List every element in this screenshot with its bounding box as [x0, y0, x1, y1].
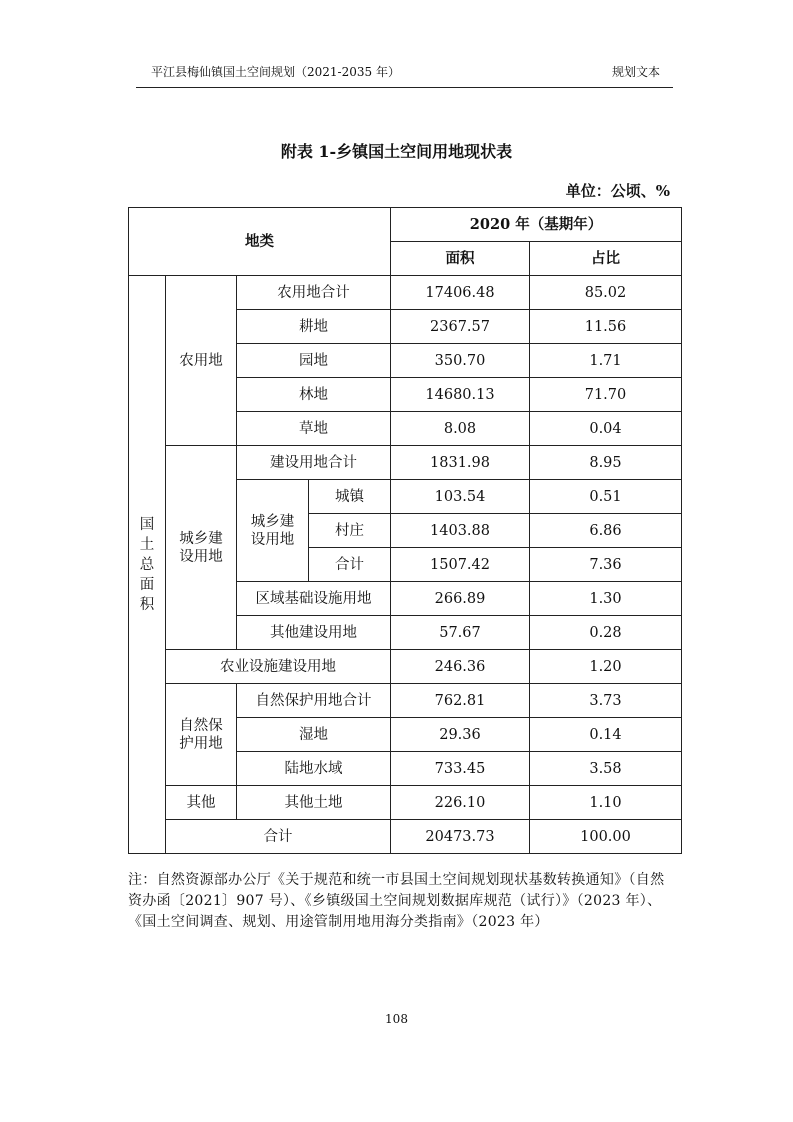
row-name: 其他建设用地	[237, 616, 391, 650]
group-agri: 农用地	[166, 276, 237, 446]
header-divider	[136, 87, 673, 88]
total-area-vertical-label	[129, 515, 165, 615]
vertical-char: 积	[139, 596, 155, 613]
table-row	[129, 276, 682, 310]
row-area: 266.89	[391, 582, 530, 616]
row-name: 农用地合计	[237, 276, 391, 310]
row-name: 建设用地合计	[237, 446, 391, 480]
row-area: 1831.98	[391, 446, 530, 480]
urban-rural-label: 城乡建设用地	[250, 513, 295, 548]
row-area: 8.08	[391, 412, 530, 446]
row-name: 其他土地	[237, 786, 391, 820]
row-name: 城镇	[309, 480, 391, 514]
group-other: 其他	[166, 786, 237, 820]
row-area: 762.81	[391, 684, 530, 718]
row-name: 湿地	[237, 718, 391, 752]
nature-group-label: 自然保护用地	[179, 717, 223, 752]
table-row	[129, 786, 682, 820]
row-area: 1403.88	[391, 514, 530, 548]
row-area: 2367.57	[391, 310, 530, 344]
row-area: 733.45	[391, 752, 530, 786]
row-name: 草地	[237, 412, 391, 446]
header-ratio: 占比	[530, 242, 682, 276]
page-number: 108	[385, 1012, 408, 1026]
land-use-table	[128, 207, 682, 854]
row-ratio: 0.28	[530, 616, 682, 650]
row-name: 陆地水域	[237, 752, 391, 786]
table-row	[129, 650, 682, 684]
row-area: 29.36	[391, 718, 530, 752]
unit-label: 单位：公顷、%	[565, 182, 670, 200]
row-name: 合计	[166, 820, 391, 854]
table-row	[129, 446, 682, 480]
row-area: 57.67	[391, 616, 530, 650]
header-base-year: 2020 年（基期年）	[391, 208, 682, 242]
row-ratio: 1.30	[530, 582, 682, 616]
row-name: 农业设施建设用地	[166, 650, 391, 684]
table-title: 附表 1-乡镇国土空间用地现状表	[280, 142, 513, 161]
header-document-title: 平江县梅仙镇国土空间规划（2021-2035 年）	[151, 65, 400, 79]
row-ratio: 1.10	[530, 786, 682, 820]
row-ratio: 3.58	[530, 752, 682, 786]
header-land-type: 地类	[129, 208, 391, 276]
row-name: 园地	[237, 344, 391, 378]
group-total-area	[129, 276, 166, 854]
row-area: 103.54	[391, 480, 530, 514]
table-header-row	[129, 208, 682, 242]
row-ratio: 0.14	[530, 718, 682, 752]
vertical-char: 土	[139, 536, 155, 553]
row-ratio: 0.51	[530, 480, 682, 514]
row-area: 14680.13	[391, 378, 530, 412]
row-ratio: 1.71	[530, 344, 682, 378]
header-section-label: 规划文本	[612, 65, 661, 79]
construction-group-label: 城乡建设用地	[179, 530, 223, 565]
row-area: 17406.48	[391, 276, 530, 310]
row-ratio: 11.56	[530, 310, 682, 344]
group-construction	[166, 446, 237, 650]
vertical-char: 国	[139, 516, 155, 533]
row-area: 1507.42	[391, 548, 530, 582]
row-area: 20473.73	[391, 820, 530, 854]
row-name: 村庄	[309, 514, 391, 548]
row-ratio: 7.36	[530, 548, 682, 582]
vertical-char: 面	[139, 576, 155, 593]
row-name: 区域基础设施用地	[237, 582, 391, 616]
row-ratio: 1.20	[530, 650, 682, 684]
row-ratio: 100.00	[530, 820, 682, 854]
row-name: 耕地	[237, 310, 391, 344]
table-footnote: 注：自然资源部办公厅《关于规范和统一市县国土空间规划现状基数转换通知》（自然资办函〔2021〕907 号）、《乡镇级国土空间规划数据库规范（试行）》（2023 年）、《国土空间调查、规划、用途管制用地用海分类指南》（2023 年）	[128, 872, 665, 930]
header-area: 面积	[391, 242, 530, 276]
row-area: 226.10	[391, 786, 530, 820]
row-area: 350.70	[391, 344, 530, 378]
table-row	[129, 684, 682, 718]
row-ratio: 85.02	[530, 276, 682, 310]
row-name: 合计	[309, 548, 391, 582]
row-area: 246.36	[391, 650, 530, 684]
row-name: 自然保护用地合计	[237, 684, 391, 718]
vertical-char: 总	[139, 556, 155, 573]
table-total-row	[129, 820, 682, 854]
row-ratio: 3.73	[530, 684, 682, 718]
row-ratio: 0.04	[530, 412, 682, 446]
row-ratio: 6.86	[530, 514, 682, 548]
row-name: 林地	[237, 378, 391, 412]
row-ratio: 8.95	[530, 446, 682, 480]
group-nature	[166, 684, 237, 786]
row-ratio: 71.70	[530, 378, 682, 412]
subgroup-urban-rural	[237, 480, 309, 582]
